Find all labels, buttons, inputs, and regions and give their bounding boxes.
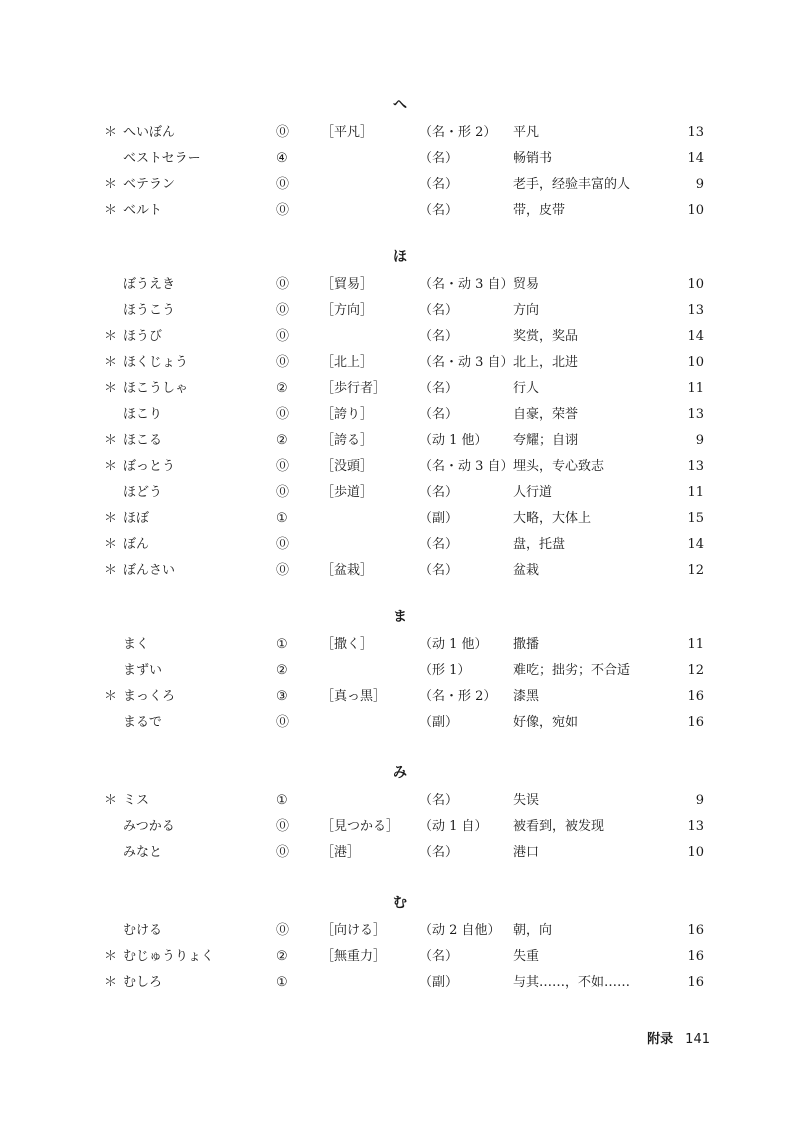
entry-meaning: 老手，经验丰富的人 [513,177,631,192]
entry-word: むしろ [123,975,163,990]
entry-accent: ⓪ [276,355,290,370]
entry-lesson-number: 16 [687,689,704,704]
entry-meaning: 被看到，被发现 [513,819,605,834]
entry-part-of-speech: （副） [419,511,459,526]
entry-kanji: ［誇り］ [321,407,374,422]
entry-part-of-speech: （动 1 自） [419,819,488,834]
entry-kanji: ［北上］ [321,355,374,370]
entry-accent: ② [276,381,288,396]
entry-lesson-number: 16 [687,715,704,730]
entry-star-mark: ＊ [104,689,118,704]
section-heading: ま [393,609,407,625]
section-heading: み [393,765,407,781]
entry-kanji: ［歩行者］ [321,381,387,396]
list-item [0,272,800,298]
entry-star-mark: ＊ [104,203,118,218]
entry-meaning: 奖赏，奖品 [513,329,579,344]
list-item [0,684,800,710]
entry-word: みつかる [123,819,175,834]
entry-lesson-number: 13 [687,407,704,422]
entry-accent: ⓪ [276,537,290,552]
entry-word: ほくじょう [123,355,189,370]
list-item [0,146,800,172]
entry-kanji: ［見つかる］ [321,819,400,834]
section-heading: ほ [393,249,407,265]
list-item [0,506,800,532]
entry-accent: ② [276,433,288,448]
entry-kanji: ［貿易］ [321,277,374,292]
entry-accent: ① [276,793,288,808]
entry-meaning: 港口 [513,845,540,860]
list-item [0,970,800,996]
page-number: 141 [685,1032,710,1047]
entry-meaning: 埋头，专心致志 [513,459,605,474]
entry-part-of-speech: （名） [419,177,459,192]
entry-part-of-speech: （名） [419,203,459,218]
entry-lesson-number: 11 [687,637,704,652]
entry-word: ベテラン [123,177,176,192]
entry-word: ぼんさい [123,563,176,578]
entry-part-of-speech: （名） [419,563,459,578]
entry-star-mark: ＊ [104,381,118,396]
entry-accent: ⓪ [276,125,290,140]
entry-part-of-speech: （副） [419,715,459,730]
entry-list [0,632,800,736]
entry-accent: ⓪ [276,819,290,834]
entry-meaning: 贸易 [513,277,540,292]
entry-word: ぼっとう [123,459,176,474]
list-item [0,710,800,736]
entry-list [0,918,800,996]
entry-kanji: ［没頭］ [321,459,374,474]
entry-lesson-number: 15 [687,511,704,526]
entry-word: むじゅうりょく [123,949,215,964]
entry-accent: ⓪ [276,563,290,578]
entry-kanji: ［向ける］ [321,923,387,938]
list-item [0,840,800,866]
entry-meaning: 大略，大体上 [513,511,592,526]
entry-part-of-speech: （名・动 3 自） [419,355,514,370]
list-item [0,944,800,970]
entry-part-of-speech: （名） [419,151,459,166]
entry-lesson-number: 10 [687,845,704,860]
list-item [0,376,800,402]
entry-star-mark: ＊ [104,355,118,370]
entry-word: ほこる [123,433,163,448]
footer-label: 附录 [647,1032,674,1047]
list-item [0,324,800,350]
entry-lesson-number: 16 [687,949,704,964]
entry-word: まるで [123,715,162,730]
entry-accent: ⓪ [276,329,290,344]
entry-lesson-number: 14 [687,329,704,344]
entry-meaning: 平凡 [513,125,540,140]
entry-lesson-number: 14 [687,151,704,166]
entry-accent: ② [276,663,288,678]
entry-part-of-speech: （动 1 他） [419,637,488,652]
entry-kanji: ［平凡］ [321,125,374,140]
entry-word: ベストセラー [123,151,201,166]
entry-lesson-number: 13 [687,303,704,318]
entry-lesson-number: 16 [687,975,704,990]
entry-star-mark: ＊ [104,459,118,474]
entry-meaning: 带，皮带 [513,203,566,218]
entry-star-mark: ＊ [104,125,118,140]
entry-kanji: ［歩道］ [321,485,374,500]
entry-meaning: 夸耀；自诩 [513,433,579,448]
entry-part-of-speech: （名・动 3 自） [419,277,514,292]
entry-star-mark: ＊ [104,975,118,990]
entry-word: まずい [123,663,163,678]
entry-word: まく [123,637,150,652]
entry-word: むける [123,923,163,938]
entry-kanji: ［方向］ [321,303,374,318]
entry-part-of-speech: （名） [419,485,459,500]
entry-star-mark: ＊ [104,563,118,578]
entry-star-mark: ＊ [104,793,118,808]
entry-lesson-number: 10 [687,277,704,292]
entry-meaning: 难吃；拙劣；不合适 [513,663,631,678]
entry-kanji: ［盆栽］ [321,563,374,578]
entry-star-mark: ＊ [104,329,118,344]
entry-accent: ⓪ [276,177,290,192]
entry-star-mark: ＊ [104,177,118,192]
entry-word: ほこり [123,407,163,422]
entry-accent: ⓪ [276,277,290,292]
list-item [0,428,800,454]
entry-word: ほどう [123,485,163,500]
entry-lesson-number: 11 [687,381,704,396]
entry-part-of-speech: （名） [419,303,459,318]
entry-kanji: ［港］ [321,845,361,860]
entry-part-of-speech: （名） [419,407,459,422]
entry-accent: ④ [276,151,288,166]
entry-word: みなと [123,845,163,860]
list-item [0,120,800,146]
list-item [0,480,800,506]
entry-accent: ① [276,637,288,652]
entry-lesson-number: 10 [687,355,704,370]
entry-lesson-number: 12 [687,663,704,678]
entry-lesson-number: 9 [695,793,704,808]
entry-meaning: 行人 [513,381,540,396]
list-item [0,350,800,376]
list-item [0,402,800,428]
list-item [0,814,800,840]
list-item [0,532,800,558]
entry-accent: ① [276,511,288,526]
entry-kanji: ［真っ黒］ [321,689,387,704]
entry-part-of-speech: （形 1） [419,663,471,678]
entry-accent: ⓪ [276,845,290,860]
entry-part-of-speech: （名） [419,793,459,808]
entry-meaning: 失重 [513,949,540,964]
entry-accent: ⓪ [276,715,290,730]
entry-meaning: 盆栽 [513,563,540,578]
section-heading: へ [393,97,407,113]
entry-meaning: 北上，北进 [513,355,579,370]
section-heading: む [393,895,407,911]
entry-accent: ③ [276,689,288,704]
entry-meaning: 盘，托盘 [513,537,566,552]
entry-kanji: ［誇る］ [321,433,374,448]
entry-meaning: 失误 [513,793,540,808]
entry-lesson-number: 13 [687,125,704,140]
entry-meaning: 自豪，荣誉 [513,407,579,422]
entry-lesson-number: 11 [687,485,704,500]
entry-star-mark: ＊ [104,433,118,448]
entry-word: ほぼ [123,511,150,526]
entry-part-of-speech: （名・形 2） [419,689,497,704]
entry-star-mark: ＊ [104,511,118,526]
entry-word: ほこうしゃ [123,381,189,396]
entry-lesson-number: 9 [695,433,704,448]
entry-accent: ⓪ [276,407,290,422]
entry-accent: ① [276,975,288,990]
list-item [0,198,800,224]
entry-meaning: 人行道 [513,485,553,500]
entry-part-of-speech: （动 1 他） [419,433,488,448]
entry-word: ぼん [123,537,150,552]
entry-part-of-speech: （名） [419,381,459,396]
list-item [0,788,800,814]
entry-meaning: 与其……，不如…… [513,975,631,990]
page-footer [560,1030,710,1050]
list-item [0,658,800,684]
entry-part-of-speech: （动 2 自他） [419,923,501,938]
entry-meaning: 撒播 [513,637,540,652]
list-item [0,632,800,658]
entry-accent: ⓪ [276,923,290,938]
list-item [0,918,800,944]
entry-list [0,788,800,866]
entry-meaning: 方向 [513,303,540,318]
entry-meaning: 漆黑 [513,689,540,704]
entry-word: ベルト [123,203,163,218]
list-item [0,454,800,480]
entry-word: ほうこう [123,303,176,318]
entry-lesson-number: 13 [687,819,704,834]
entry-accent: ② [276,949,288,964]
list-item [0,172,800,198]
entry-meaning: 好像，宛如 [513,715,579,730]
entry-meaning: 畅销书 [513,151,553,166]
entry-part-of-speech: （名） [419,949,459,964]
entry-part-of-speech: （名） [419,537,459,552]
entry-part-of-speech: （名） [419,845,459,860]
entry-part-of-speech: （名） [419,329,459,344]
entry-list [0,120,800,224]
entry-part-of-speech: （副） [419,975,459,990]
entry-lesson-number: 14 [687,537,704,552]
entry-lesson-number: 9 [695,177,704,192]
entry-word: ほうび [123,329,163,344]
entry-meaning: 朝，向 [513,923,553,938]
entry-list [0,272,800,584]
entry-accent: ⓪ [276,485,290,500]
entry-star-mark: ＊ [104,949,118,964]
entry-lesson-number: 16 [687,923,704,938]
entry-accent: ⓪ [276,459,290,474]
entry-kanji: ［無重力］ [321,949,387,964]
entry-lesson-number: 10 [687,203,704,218]
entry-kanji: ［撒く］ [321,637,374,652]
list-item [0,558,800,584]
entry-word: へいぼん [123,125,176,140]
list-item [0,298,800,324]
entry-lesson-number: 12 [687,563,704,578]
entry-word: ぼうえき [123,277,176,292]
entry-accent: ⓪ [276,203,290,218]
entry-part-of-speech: （名・动 3 自） [419,459,514,474]
entry-word: ミス [123,793,150,808]
entry-part-of-speech: （名・形 2） [419,125,497,140]
entry-lesson-number: 13 [687,459,704,474]
entry-word: まっくろ [123,689,176,704]
entry-star-mark: ＊ [104,537,118,552]
entry-accent: ⓪ [276,303,290,318]
